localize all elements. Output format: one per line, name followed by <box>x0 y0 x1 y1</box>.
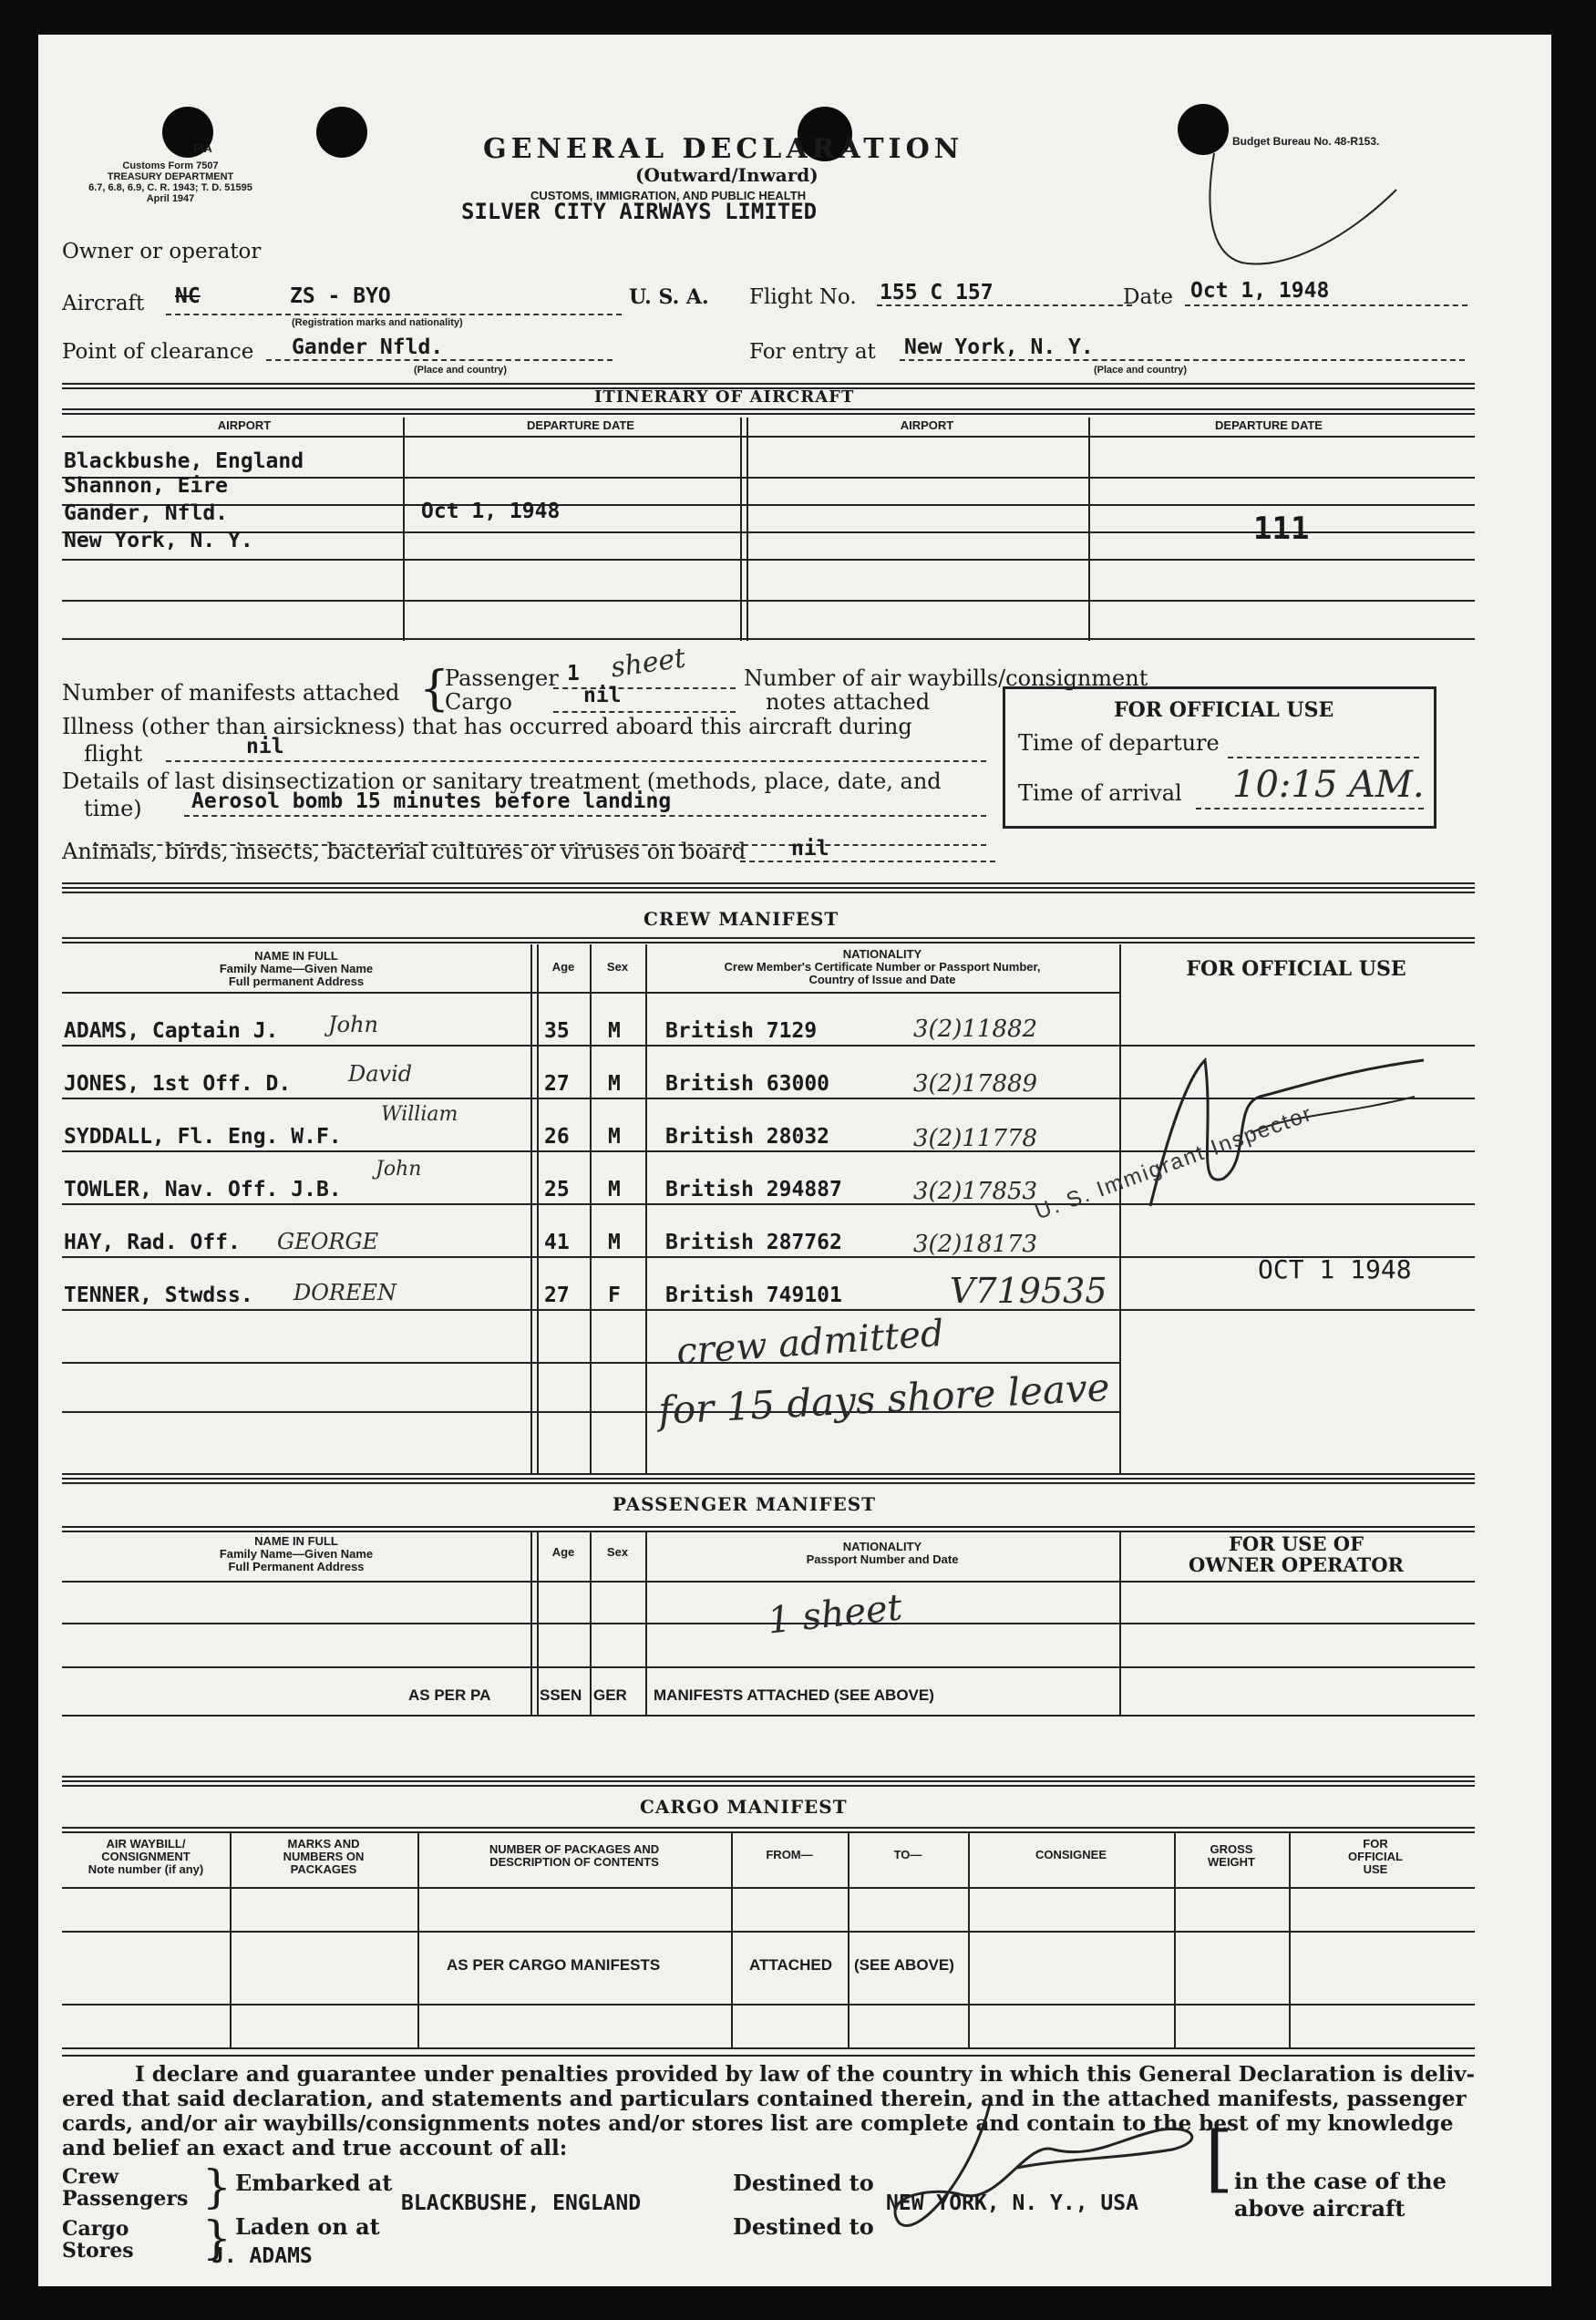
cargo-head-waybill <box>62 1838 230 1876</box>
disinsect-value: Aerosol bomb 15 minutes before landing <box>191 789 672 813</box>
animals-value: nil <box>791 837 829 861</box>
head-line: PACKAGES <box>290 1862 357 1876</box>
destined-value: NEW YORK, N. Y., USA <box>886 2191 1138 2215</box>
head-line: GROSS <box>1210 1842 1253 1856</box>
form-line: Customs Form 7507 <box>122 160 219 171</box>
passenger-as-per: MANIFESTS ATTACHED (SEE ABOVE) <box>654 1686 934 1704</box>
form-line: TREASURY DEPARTMENT <box>107 171 234 182</box>
crew-name: HAY, Rad. Off. <box>64 1231 241 1254</box>
flight-date: Oct 1, 1948 <box>1190 279 1330 303</box>
cargo-head-official <box>1289 1838 1462 1876</box>
case-line: in the case of the <box>1234 2168 1447 2194</box>
crew-certificate: V719535 <box>950 1271 1107 1311</box>
itin-airport: Gander, Nfld. <box>64 501 229 525</box>
head-line: Family Name—Given Name <box>219 962 374 975</box>
head-line: Full Permanent Address <box>228 1560 365 1573</box>
head-line: DESCRIPTION OF CONTENTS <box>489 1855 659 1869</box>
entry-label: For entry at <box>749 340 876 364</box>
itin-right-note: 111 <box>1253 510 1310 547</box>
crew-name-hand: DOREEN <box>293 1280 397 1305</box>
head-line: Crew Member's Certificate Number or Passport Number, <box>724 960 1041 974</box>
entry-caption: (Place and country) <box>1094 365 1188 376</box>
crew-age: 27 <box>544 1284 570 1307</box>
declaration-cargo-group <box>62 2218 134 2262</box>
flight-number: 155 C 157 <box>880 281 994 304</box>
head-line: NUMBERS ON <box>283 1850 365 1863</box>
flight-label: Flight No. <box>749 285 857 309</box>
crew-age: 26 <box>544 1125 570 1149</box>
cargo-brace: } <box>202 2212 232 2264</box>
head-line: OFFICIAL <box>1348 1850 1403 1863</box>
passenger-manifest-label: Passenger <box>445 665 559 691</box>
clearance-label: Point of clearance <box>62 340 254 364</box>
head-line: OWNER OPERATOR <box>1189 1553 1404 1576</box>
head-line: Country of Issue and Date <box>808 973 956 986</box>
owner-value: SILVER CITY AIRWAYS LIMITED <box>461 199 818 224</box>
inspector-stamp: U. S. Immigrant Inspector <box>1032 1100 1316 1225</box>
passenger-manifest-value: 1 <box>567 662 580 686</box>
passenger-head-age: Age <box>551 1545 575 1559</box>
punch-hole <box>316 107 367 158</box>
form-title: GENERAL DECLARATION <box>483 133 964 165</box>
fia-mark: FIA <box>193 141 212 155</box>
itin-head-airport: AIRPORT <box>217 418 272 432</box>
passenger-manifest-title: PASSENGER MANIFEST <box>613 1493 877 1515</box>
head-line: AIR WAYBILL/ <box>106 1837 186 1851</box>
crew-nationality: British 7129 <box>665 1019 818 1043</box>
case-line: above aircraft <box>1234 2195 1406 2222</box>
passenger-head-sex: Sex <box>606 1545 629 1559</box>
passenger-head-owner <box>1123 1533 1469 1575</box>
crew-name: SYDDALL, Fl. Eng. W.F. <box>64 1125 342 1149</box>
head-line: NAME IN FULL <box>254 1534 338 1548</box>
crew-name: TOWLER, Nav. Off. J.B. <box>64 1178 342 1201</box>
crew-sex: M <box>608 1019 621 1043</box>
illness-label-2: flight <box>84 741 143 767</box>
cargo-head-packages <box>417 1843 731 1869</box>
head-line: WEIGHT <box>1208 1855 1255 1869</box>
crew-head-name <box>62 950 530 988</box>
cargo-manifest-label: Cargo <box>445 689 512 715</box>
head-line: FOR USE OF <box>1229 1532 1364 1555</box>
crew-word: Crew <box>62 2165 119 2189</box>
arrival-time-label: Time of arrival <box>1018 780 1182 806</box>
customs-form-block <box>57 160 284 204</box>
crew-sex: M <box>608 1178 621 1201</box>
head-line: NATIONALITY <box>842 947 922 961</box>
cargo-as-per: ATTACHED <box>749 1956 832 1974</box>
crew-certificate: 3(2)18173 <box>913 1231 1038 1258</box>
passengers-word: Passengers <box>62 2187 189 2211</box>
crew-name-hand: John <box>328 1012 378 1037</box>
passenger-head-nationality <box>645 1541 1119 1566</box>
crew-age: 27 <box>544 1072 570 1096</box>
crew-certificate: 3(2)11882 <box>913 1016 1038 1043</box>
manifests-label: Number of manifests attached <box>62 680 400 706</box>
crew-certificate: 3(2)11778 <box>913 1125 1038 1152</box>
crew-nationality: British 749101 <box>665 1284 842 1307</box>
crew-name: TENNER, Stwdss. <box>64 1284 253 1307</box>
clearance-value: Gander Nfld. <box>292 335 444 359</box>
case-note <box>1234 2168 1447 2222</box>
head-line: Note number (if any) <box>88 1862 204 1876</box>
head-line: Family Name—Given Name <box>219 1547 374 1561</box>
crew-sex: F <box>608 1284 621 1307</box>
itin-airport: Shannon, Eire <box>64 474 229 498</box>
crew-note-1: crew admitted <box>674 1312 945 1374</box>
itin-airport: Blackbushe, England <box>64 449 304 473</box>
crew-nationality: British 28032 <box>665 1125 830 1149</box>
cargo-as-per: (SEE ABOVE) <box>854 1956 954 1974</box>
head-line: Full permanent Address <box>228 974 365 988</box>
crew-sex: M <box>608 1072 621 1096</box>
aircraft-country: U. S. A. <box>629 285 709 309</box>
departure-time-label: Time of departure <box>1018 730 1220 756</box>
declaration-crew-group <box>62 2166 188 2210</box>
crew-certificate: 3(2)17889 <box>913 1070 1038 1098</box>
cargo-head-consignee: CONSIGNEE <box>1035 1848 1107 1861</box>
aircraft-registration: ZS - BYO <box>290 284 391 308</box>
cargo-head-marks <box>230 1838 417 1876</box>
arrival-time-value: 10:15 AM. <box>1232 764 1425 806</box>
crew-age: 35 <box>544 1019 570 1043</box>
declaration-line: ered that said declaration, and statements and particulars contained therein, and in the attached manifests, passenger <box>62 2087 1467 2111</box>
owner-label: Owner or operator <box>62 240 262 263</box>
crew-manifest-title: CREW MANIFEST <box>644 908 839 930</box>
agencies-line: CUSTOMS, IMMIGRATION, AND PUBLIC HEALTH <box>530 189 807 202</box>
cargo-head-from: FROM— <box>766 1848 813 1861</box>
crew-name-hand: David <box>348 1061 413 1087</box>
declaration-line: I declare and guarantee under penalties provided by law of the country in which this General Declaration is deliv- <box>135 2062 1476 2087</box>
crew-age: 25 <box>544 1178 570 1201</box>
signer-name: J. ADAMS <box>211 2244 313 2268</box>
passenger-as-per: GER <box>593 1686 627 1704</box>
itinerary-title: ITINERARY OF AIRCRAFT <box>594 387 855 407</box>
captain-signature <box>880 2086 1227 2268</box>
aircraft-label: Aircraft <box>62 292 145 315</box>
cargo-manifest-title: CARGO MANIFEST <box>640 1796 848 1818</box>
head-line: Passport Number and Date <box>806 1552 959 1566</box>
crew-head-sex: Sex <box>606 960 629 974</box>
crew-age: 41 <box>544 1231 570 1254</box>
itin-departure-date: Oct 1, 1948 <box>421 500 561 523</box>
itin-head-airport: AIRPORT <box>900 418 954 432</box>
declaration-text <box>62 2062 1484 2160</box>
passenger-hand-note: 1 sheet <box>766 1586 904 1643</box>
crew-name: ADAMS, Captain J. <box>64 1019 279 1043</box>
head-line: NATIONALITY <box>842 1540 922 1553</box>
corner-check-mark <box>1187 135 1406 281</box>
registration-caption: (Registration marks and nationality) <box>292 317 463 328</box>
itin-head-departure: DEPARTURE DATE <box>527 418 634 432</box>
crew-name: JONES, 1st Off. D. <box>64 1072 292 1096</box>
crew-name-hand: John <box>376 1158 422 1181</box>
crew-head-official: FOR OFFICIAL USE <box>1186 957 1406 981</box>
crew-sex: M <box>608 1125 621 1149</box>
passenger-as-per: SSEN <box>540 1686 582 1704</box>
passenger-manifest-hand: sheet <box>608 642 688 685</box>
crew-note-2: for 15 days shore leave <box>657 1365 1111 1433</box>
crew-name-hand: GEORGE <box>277 1229 379 1254</box>
manifests-brace: { <box>419 662 450 717</box>
disinsect-label-2: time) <box>84 796 142 821</box>
crew-head-nationality <box>645 948 1119 986</box>
animals-label: Animals, birds, insects, bacterial cultures or viruses on board <box>62 839 747 864</box>
clearance-caption: (Place and country) <box>414 365 508 376</box>
passenger-head-name <box>62 1535 530 1573</box>
destined-label-1: Destined to <box>733 2170 874 2196</box>
official-use-title: FOR OFFICIAL USE <box>1114 698 1334 722</box>
form-subtitle: (Outward/Inward) <box>635 164 819 186</box>
budget-bureau: Budget Bureau No. 48-R153. <box>1232 135 1380 148</box>
crew-nationality: British 287762 <box>665 1231 842 1254</box>
declaration-line: cards, and/or air waybills/consignments notes and/or stores list are complete and contain to the best of my knowledge <box>62 2111 1454 2136</box>
waybill-label: Number of air waybills/consignment <box>744 665 1148 691</box>
crew-brace: } <box>202 2160 232 2213</box>
laden-label: Laden on at <box>235 2213 380 2240</box>
aircraft-struck-prefix: NC <box>175 284 201 308</box>
declaration-form <box>38 35 1551 2286</box>
embarked-label: Embarked at <box>235 2170 393 2196</box>
cargo-head-to: TO— <box>893 1848 922 1861</box>
head-line: NAME IN FULL <box>254 949 338 963</box>
illness-value: nil <box>246 735 284 758</box>
itin-head-departure: DEPARTURE DATE <box>1215 418 1323 432</box>
entry-value: New York, N. Y. <box>904 335 1094 359</box>
crew-nationality: British 294887 <box>665 1178 842 1201</box>
cargo-word: Cargo <box>62 2217 129 2241</box>
crew-nationality: British 63000 <box>665 1072 830 1096</box>
declaration-line: and belief an exact and true account of all: <box>62 2136 568 2160</box>
waybill-label-2: notes attached <box>766 689 931 715</box>
illness-label: Illness (other than airsickness) that has occurred aboard this aircraft during <box>62 714 912 739</box>
itin-airport: New York, N. Y. <box>64 529 253 552</box>
head-line: FOR <box>1363 1837 1388 1851</box>
destined-label-2: Destined to <box>733 2213 874 2240</box>
crew-certificate: 3(2)17853 <box>913 1178 1038 1205</box>
cargo-head-weight <box>1174 1843 1289 1869</box>
head-line: MARKS AND <box>287 1837 360 1851</box>
inspector-stamp-date: OCT 1 1948 <box>1258 1254 1412 1284</box>
head-line: NUMBER OF PACKAGES AND <box>489 1842 660 1856</box>
form-line: 6.7, 6.8, 6.9, C. R. 1943; T. D. 51595 <box>88 182 252 193</box>
crew-name-hand: William <box>381 1103 458 1126</box>
date-label: Date <box>1123 285 1174 309</box>
disinsect-label: Details of last disinsectization or sanitary treatment (methods, place, date, and <box>62 768 942 794</box>
cargo-manifest-value: nil <box>583 684 622 707</box>
crew-sex: M <box>608 1231 621 1254</box>
embarked-value: BLACKBUSHE, ENGLAND <box>401 2191 642 2215</box>
head-line: USE <box>1363 1862 1388 1876</box>
passenger-as-per: AS PER PA <box>408 1686 491 1704</box>
stores-word: Stores <box>62 2239 134 2263</box>
aircraft-bracket: [ <box>1205 2116 1234 2201</box>
form-line: April 1947 <box>146 193 195 204</box>
head-line: CONSIGNMENT <box>101 1850 190 1863</box>
cargo-as-per: AS PER CARGO MANIFESTS <box>447 1956 661 1974</box>
crew-head-age: Age <box>551 960 575 974</box>
